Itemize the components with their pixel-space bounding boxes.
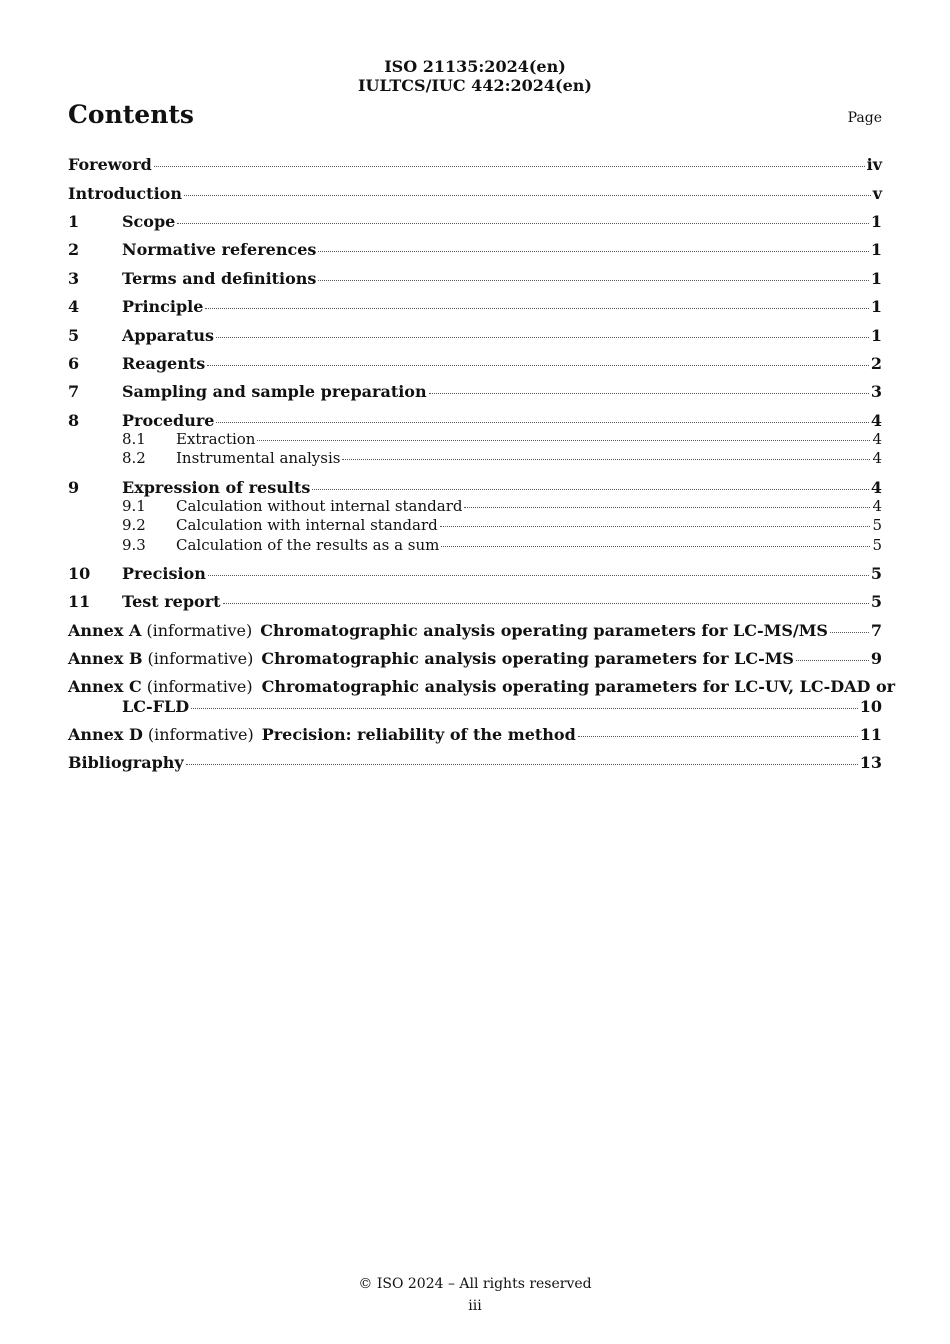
dot-leader bbox=[796, 660, 869, 661]
toc-entry-page: 4 bbox=[872, 449, 882, 467]
dot-leader bbox=[208, 575, 869, 576]
toc-entry-text: Calculation without internal standard bbox=[176, 497, 463, 515]
document-id: ISO 21135:2024(en) bbox=[384, 57, 566, 76]
toc-entry-expression-of-results[interactable] bbox=[68, 478, 882, 497]
toc-entry-page: 13 bbox=[859, 753, 882, 772]
toc-entry-number: 7 bbox=[68, 382, 80, 401]
toc-entry-page: 7 bbox=[870, 621, 882, 640]
annex-title: Chromatographic analysis operating parameters for LC-MS bbox=[261, 649, 794, 668]
dot-leader bbox=[578, 736, 858, 737]
toc-entry-text: Bibliography bbox=[68, 753, 184, 772]
dot-leader bbox=[312, 489, 869, 490]
document-id-secondary: IULTCS/IUC 442:2024(en) bbox=[358, 76, 592, 95]
dot-leader bbox=[216, 422, 868, 423]
annex-label: Annex B bbox=[68, 649, 143, 668]
page-column-label: Page bbox=[847, 110, 882, 126]
toc-entry-normative-references[interactable] bbox=[68, 240, 882, 259]
toc-entry-number: 8.2 bbox=[122, 449, 146, 467]
dot-leader bbox=[342, 459, 870, 460]
toc-entry-page: 5 bbox=[872, 516, 882, 534]
toc-entry-number: 1 bbox=[68, 212, 80, 231]
toc-entry-terms[interactable] bbox=[68, 269, 882, 288]
annex-title-continuation: LC-FLD bbox=[122, 697, 190, 716]
toc-entry-text: Introduction bbox=[68, 184, 182, 203]
dot-leader bbox=[830, 632, 869, 633]
toc-subentry-results-as-sum[interactable] bbox=[122, 536, 882, 554]
toc-entry-page: 5 bbox=[870, 592, 882, 611]
dot-leader bbox=[207, 365, 869, 366]
toc-entry-text: Calculation with internal standard bbox=[176, 516, 438, 534]
toc-entry-page: 2 bbox=[870, 354, 882, 373]
toc-entry-text: Normative references bbox=[122, 240, 317, 259]
dot-leader bbox=[177, 223, 869, 224]
toc-annex-c[interactable] bbox=[68, 677, 895, 696]
dot-leader bbox=[223, 603, 869, 604]
toc-entry-text: Calculation of the results as a sum bbox=[176, 536, 440, 554]
annex-label: Annex A bbox=[68, 621, 142, 640]
dot-leader bbox=[191, 708, 858, 709]
toc-entry-page: 1 bbox=[870, 240, 882, 259]
toc-entry-number: 10 bbox=[68, 564, 91, 583]
dot-leader bbox=[318, 280, 868, 281]
toc-entry-number: 9 bbox=[68, 478, 80, 497]
toc-entry-page: 4 bbox=[870, 478, 882, 497]
toc-subentry-extraction[interactable] bbox=[122, 430, 882, 448]
toc-entry-text: Reagents bbox=[122, 354, 206, 373]
toc-entry-text: Principle bbox=[122, 297, 204, 316]
toc-entry-number: 9.3 bbox=[122, 536, 146, 554]
toc-annex-a[interactable] bbox=[68, 621, 882, 640]
toc-entry-page: 4 bbox=[872, 497, 882, 515]
toc-entry-precision[interactable] bbox=[68, 564, 882, 583]
annex-title: Chromatographic analysis operating parameters for LC-UV, LC-DAD or bbox=[261, 677, 896, 696]
dot-leader bbox=[440, 526, 871, 527]
toc-entry-page: 1 bbox=[870, 297, 882, 316]
toc-entry-introduction[interactable] bbox=[68, 184, 882, 203]
toc-entry-page: v bbox=[872, 184, 882, 203]
toc-entry-page: 1 bbox=[870, 326, 882, 345]
toc-entry-number: 4 bbox=[68, 297, 80, 316]
toc-entry-page: 10 bbox=[859, 697, 882, 716]
toc-subentry-without-internal-standard[interactable] bbox=[122, 497, 882, 515]
toc-entry-number: 8 bbox=[68, 411, 80, 430]
toc-entry-number: 9.1 bbox=[122, 497, 146, 515]
toc-entry-apparatus[interactable] bbox=[68, 326, 882, 345]
toc-entry-text: Scope bbox=[122, 212, 176, 231]
toc-entry-text: Instrumental analysis bbox=[176, 449, 341, 467]
toc-entry-page: 4 bbox=[872, 430, 882, 448]
annex-type: (informative) bbox=[146, 621, 253, 640]
annex-label: Annex C bbox=[68, 677, 142, 696]
copyright-notice: © ISO 2024 – All rights reserved bbox=[358, 1276, 592, 1292]
annex-type: (informative) bbox=[146, 677, 253, 696]
toc-entry-number: 5 bbox=[68, 326, 80, 345]
toc-entry-page: 3 bbox=[870, 382, 882, 401]
toc-entry-scope[interactable] bbox=[68, 212, 882, 231]
toc-entry-principle[interactable] bbox=[68, 297, 882, 316]
toc-entry-text: Apparatus bbox=[122, 326, 214, 345]
toc-entry-text: Test report bbox=[122, 592, 221, 611]
toc-entry-reagents[interactable] bbox=[68, 354, 882, 373]
toc-entry-number: 3 bbox=[68, 269, 80, 288]
toc-entry-text: Procedure bbox=[122, 411, 215, 430]
toc-entry-page: 5 bbox=[870, 564, 882, 583]
toc-entry-bibliography[interactable] bbox=[68, 753, 882, 772]
annex-label: Annex D bbox=[68, 725, 143, 744]
toc-entry-text: Sampling and sample preparation bbox=[122, 382, 427, 401]
toc-entry-procedure[interactable] bbox=[68, 411, 882, 430]
toc-entry-text: Extraction bbox=[176, 430, 256, 448]
toc-annex-c-continuation[interactable] bbox=[122, 697, 882, 716]
toc-entry-page: 9 bbox=[870, 649, 882, 668]
toc-entry-text: Foreword bbox=[68, 155, 152, 174]
toc-entry-text: Terms and definitions bbox=[122, 269, 317, 288]
dot-leader bbox=[429, 393, 869, 394]
toc-entry-number: 9.2 bbox=[122, 516, 146, 534]
toc-subentry-instrumental-analysis[interactable] bbox=[122, 449, 882, 467]
dot-leader bbox=[318, 251, 868, 252]
toc-entry-page: 11 bbox=[859, 725, 882, 744]
toc-entry-number: 11 bbox=[68, 592, 91, 611]
toc-subentry-with-internal-standard[interactable] bbox=[122, 516, 882, 534]
toc-entry-number: 8.1 bbox=[122, 430, 146, 448]
toc-entry-page: 1 bbox=[870, 212, 882, 231]
dot-leader bbox=[464, 507, 870, 508]
toc-entry-test-report[interactable] bbox=[68, 592, 882, 611]
toc-entry-page: iv bbox=[866, 155, 882, 174]
dot-leader bbox=[257, 440, 870, 441]
toc-entry-page: 4 bbox=[870, 411, 882, 430]
page-title: Contents bbox=[68, 100, 195, 129]
annex-title: Chromatographic analysis operating parameters for LC-MS/MS bbox=[260, 621, 828, 640]
toc-entry-text: Expression of results bbox=[122, 478, 311, 497]
toc-entry-foreword[interactable] bbox=[68, 155, 882, 174]
toc-annex-d[interactable] bbox=[68, 725, 882, 744]
annex-title: Precision: reliability of the method bbox=[261, 725, 576, 744]
toc-entry-sampling[interactable] bbox=[68, 382, 882, 401]
dot-leader bbox=[184, 195, 871, 196]
dot-leader bbox=[154, 166, 865, 167]
toc-entry-page: 5 bbox=[872, 536, 882, 554]
page-number: iii bbox=[468, 1298, 482, 1314]
dot-leader bbox=[441, 546, 870, 547]
toc-annex-b[interactable] bbox=[68, 649, 882, 668]
toc-entry-number: 6 bbox=[68, 354, 80, 373]
toc-entry-page: 1 bbox=[870, 269, 882, 288]
annex-type: (informative) bbox=[147, 649, 254, 668]
dot-leader bbox=[216, 337, 869, 338]
dot-leader bbox=[186, 764, 858, 765]
toc-entry-number: 2 bbox=[68, 240, 80, 259]
annex-type: (informative) bbox=[147, 725, 254, 744]
toc-entry-text: Precision bbox=[122, 564, 206, 583]
dot-leader bbox=[205, 308, 868, 309]
